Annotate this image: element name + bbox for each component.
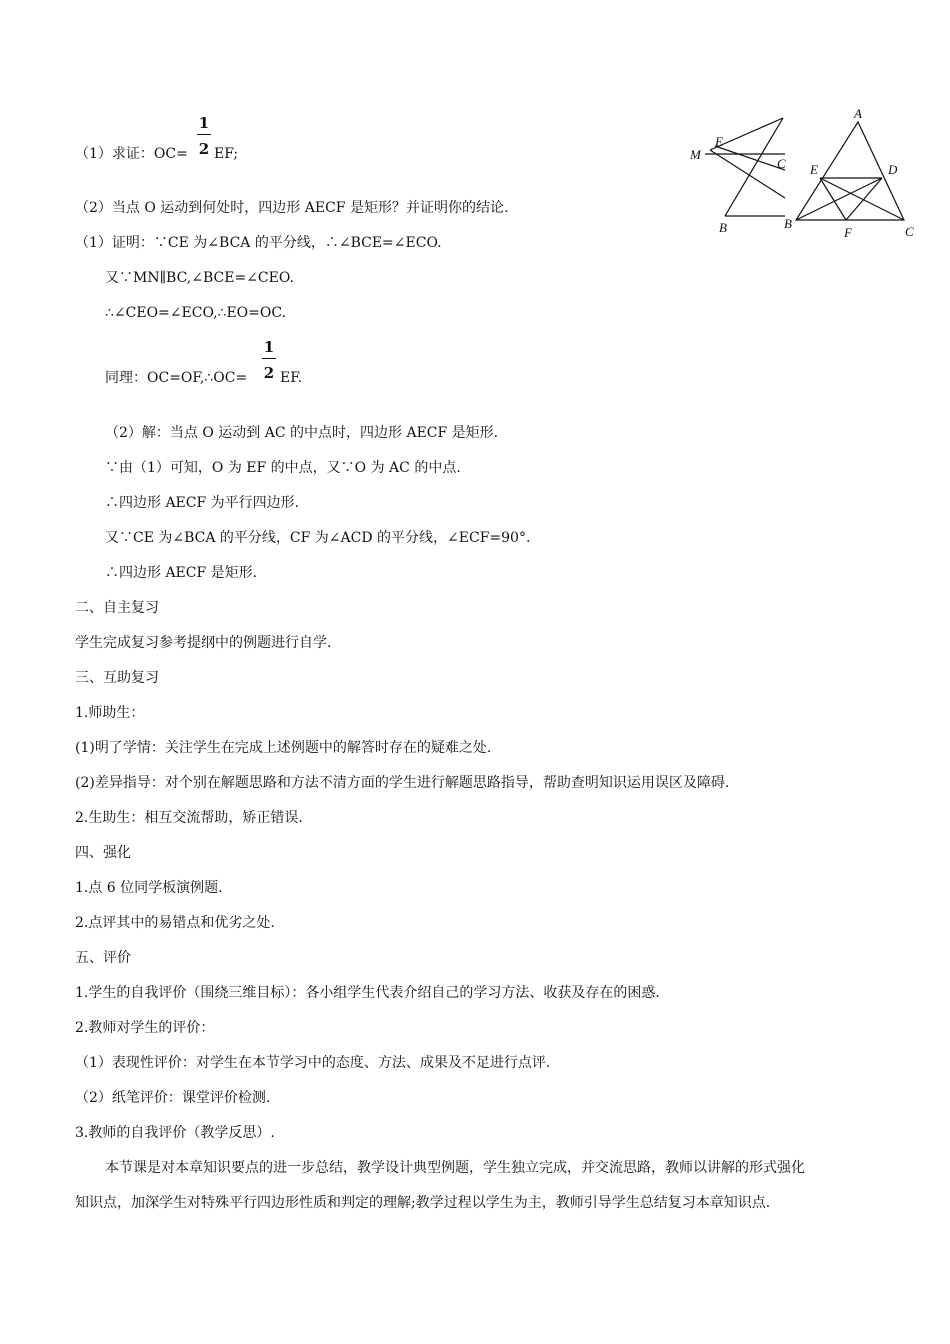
proof-line-1: （1）证明：∵CE 为∠BCA 的平分线，∴∠BCE=∠ECO. [75, 235, 442, 251]
section-text: 1.点 6 位同学板演例题. [75, 880, 223, 896]
proof-line-9: ∴四边形 AECF 是矩形. [105, 565, 258, 581]
question-1-suffix: EF; [214, 146, 239, 162]
section-text: （2）纸笔评价：课堂评价检测. [75, 1090, 271, 1106]
geometry-figure-1 [685, 108, 790, 238]
label-c: C [905, 224, 914, 239]
section-heading-3: 三、互助复习 [75, 670, 159, 686]
section-text: 3.教师的自我评价（教学反思）. [75, 1125, 275, 1141]
fraction-denominator-2: 2 [263, 364, 275, 382]
section-text: (2)差异指导：对个别在解题思路和方法不清方面的学生进行解题思路指导，帮助查明知识运用误区及障碍. [75, 775, 730, 791]
label-a: A [854, 106, 862, 121]
section-text: （1）表现性评价：对学生在本节学习中的态度、方法、成果及不足进行点评. [75, 1055, 551, 1071]
proof-line-4-prefix: 同理：OC=OF,∴OC= [105, 370, 248, 386]
summary-line-2: 知识点，加深学生对特殊平行四边形性质和判定的理解;教学过程以学生为主，教师引导学生总结复习本章知识点. [75, 1195, 771, 1211]
fraction-bar [197, 134, 211, 135]
fraction-numerator: 1 [198, 114, 210, 132]
label-b: B [719, 220, 727, 235]
proof-line-2: 又∵MN∥BC,∠BCE=∠CEO. [105, 270, 294, 286]
label-e: E [715, 134, 723, 149]
proof-line-8: 又∵CE 为∠BCA 的平分线，CF 为∠ACD 的平分线，∠ECF=90°. [105, 530, 531, 546]
proof-line-6: ∵由（1）可知，O 为 EF 的中点，又∵O 为 AC 的中点. [105, 460, 461, 476]
question-2: （2）当点 O 运动到何处时，四边形 AECF 是矩形？并证明你的结论. [75, 200, 509, 216]
proof-line-7: ∴四边形 AECF 为平行四边形. [105, 495, 300, 511]
question-1-prefix: （1）求证：OC= [75, 146, 188, 162]
label-d: D [888, 162, 898, 177]
label-c: C [777, 156, 786, 171]
section-heading-5: 五、评价 [75, 950, 131, 966]
proof-line-3: ∴∠CEO=∠ECO,∴EO=OC. [105, 305, 287, 321]
section-text: 2.点评其中的易错点和优劣之处. [75, 915, 275, 931]
section-text: 2.生助生：相互交流帮助，矫正错误. [75, 810, 303, 826]
summary-line-1: 本节课是对本章知识要点的进一步总结，教学设计典型例题，学生独立完成，并交流思路，教师以讲解的形式强化 [105, 1160, 805, 1176]
section-text: 1.学生的自我评价（围绕三维目标）：各小组学生代表介绍自己的学习方法、收获及存在的困惑. [75, 985, 660, 1001]
proof-line-4-suffix: EF. [280, 370, 303, 386]
section-text: 学生完成复习参考提纲中的例题进行自学. [75, 635, 332, 651]
section-text: 1.师助生： [75, 705, 145, 721]
section-heading-4: 四、强化 [75, 845, 131, 861]
section-text: 2.教师对学生的评价： [75, 1020, 215, 1036]
fraction-numerator-2: 1 [263, 338, 275, 356]
section-text: (1)明了学情：关注学生在完成上述例题中的解答时存在的疑难之处. [75, 740, 492, 756]
proof-line-5: （2）解：当点 O 运动到 AC 的中点时，四边形 AECF 是矩形. [105, 425, 499, 441]
label-e: E [810, 162, 818, 177]
section-heading-2: 二、自主复习 [75, 600, 159, 616]
label-b: B [784, 216, 792, 231]
fraction-denominator: 2 [198, 140, 210, 158]
label-m: M [690, 147, 701, 162]
label-f: F [844, 225, 852, 240]
geometry-figure-2 [780, 104, 920, 244]
fraction-bar-2 [262, 358, 276, 359]
